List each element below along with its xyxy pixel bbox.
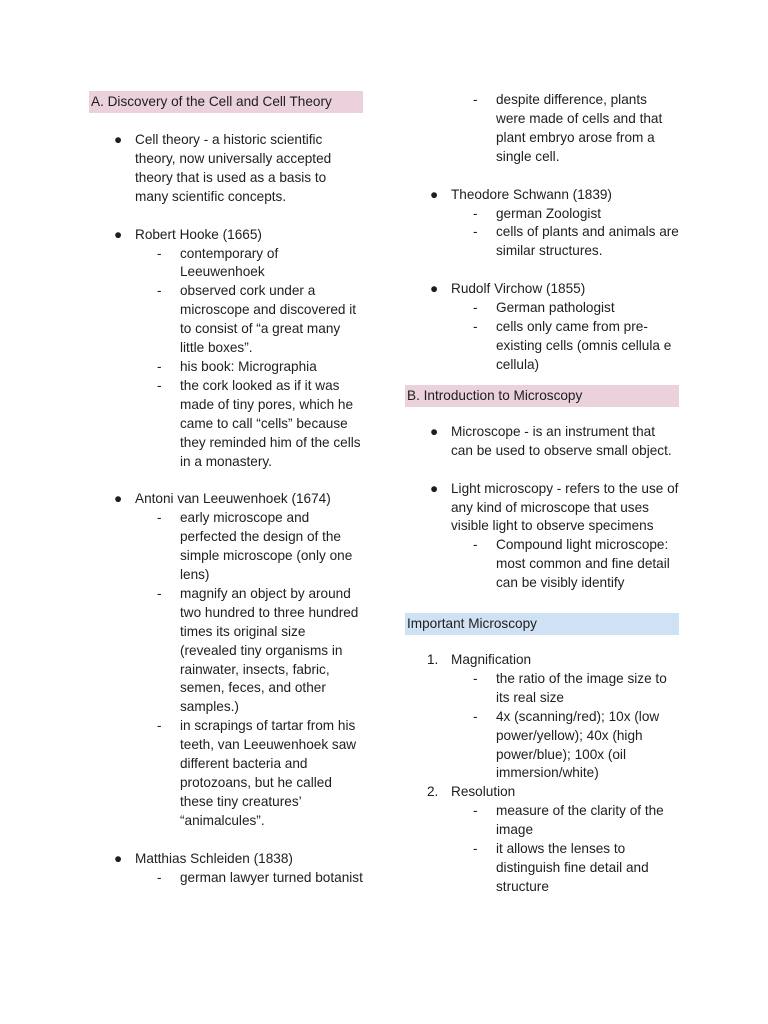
dash-icon: -	[157, 377, 162, 393]
bullet-icon: ●	[430, 423, 439, 439]
bullet-light-microscopy	[405, 480, 679, 537]
dash-icon: -	[473, 319, 478, 335]
bullet-microscope	[405, 423, 679, 461]
bullet-icon: ●	[430, 186, 439, 202]
magnification-sublist	[405, 670, 679, 783]
section-heading-a: A. Discovery of the Cell and Cell Theory	[89, 91, 363, 113]
schwann-sublist	[405, 205, 679, 262]
bullet-icon: ●	[114, 132, 123, 147]
section-heading-b: B. Introduction to Microscopy	[405, 385, 679, 407]
hooke-title: Robert Hooke (1665)	[135, 226, 262, 242]
leeuwenhoek-sublist	[89, 509, 363, 830]
resolution-title: Resolution	[451, 784, 516, 800]
dash-icon: -	[157, 510, 162, 526]
list-item: - cells of plants and animals are similar structures.	[473, 224, 679, 259]
bullet-icon: ●	[114, 491, 123, 507]
list-item: - observed cork under a microscope and discovered it to consist of “a great many little boxes”.	[157, 283, 357, 356]
dash-icon: -	[157, 358, 162, 374]
number-label: 1.	[427, 652, 439, 668]
bullet-leeuwenhoek	[89, 490, 363, 509]
list-item: - cells only came from pre-existing cells (omnis cellula e cellula)	[473, 319, 672, 372]
numbered-item-magnification	[405, 651, 679, 670]
list-item: - german lawyer turned botanist	[89, 869, 363, 888]
dash-icon: -	[473, 708, 478, 724]
list-item: - despite difference, plants were made of cells and that plant embryo arose from a single cell.	[473, 92, 663, 164]
section-heading-important-microscopy: Important Microscopy	[405, 613, 679, 635]
dash-icon: -	[473, 205, 478, 221]
list-item: - 4x (scanning/red); 10x (low power/yellow); 40x (high power/blue); 100x (oil immersion/white)	[473, 708, 660, 781]
bullet-cell-theory	[89, 131, 363, 207]
hooke-sublist	[89, 245, 363, 472]
schleiden-continued-sublist	[405, 91, 679, 167]
schleiden-sublist	[89, 869, 363, 888]
dash-icon: -	[473, 300, 478, 316]
left-column	[89, 91, 363, 888]
bullet-schwann	[405, 186, 679, 205]
virchow-title: Rudolf Virchow (1855)	[451, 281, 586, 297]
dash-icon: -	[473, 670, 478, 686]
dash-icon: -	[157, 283, 162, 299]
microscope-text: Microscope - is an instrument that can be used to observe small object.	[451, 423, 672, 458]
leeuwenhoek-title: Antoni van Leeuwenhoek (1674)	[135, 491, 331, 507]
schwann-title: Theodore Schwann (1839)	[451, 186, 612, 202]
dash-icon: -	[473, 92, 478, 107]
light-microscopy-text: Light microscopy - refers to the use of any kind of microscope that uses visible light to observe specimens	[451, 480, 679, 534]
bullet-icon: ●	[430, 480, 439, 496]
dash-icon: -	[157, 245, 162, 261]
list-item: - the ratio of the image size to its real size	[473, 670, 667, 705]
bullet-icon: ●	[430, 281, 439, 297]
list-item: - Compound light microscope: most common and fine detail can be visibly identify	[473, 537, 670, 591]
bullet-icon: ●	[114, 850, 123, 866]
dash-icon: -	[157, 718, 162, 734]
light-microscopy-sublist	[405, 536, 679, 593]
list-item: - it allows the lenses to distinguish fine detail and structure	[473, 841, 649, 894]
cell-theory-text: Cell theory - a historic scientific theory, now universally accepted theory that is used as a basis to many scientific concepts.	[135, 132, 332, 204]
list-item: - his book: Micrographia	[89, 358, 363, 377]
schleiden-title: Matthias Schleiden (1838)	[135, 850, 293, 866]
list-item: - measure of the clarity of the image	[473, 803, 664, 838]
list-item: - the cork looked as if it was made of tiny pores, which he came to call “cells” because they reminded him of the cells in a monastery.	[157, 377, 361, 469]
list-item: - contemporary of Leeuwenhoek	[157, 245, 279, 280]
list-item: - early microscope and perfected the design of the simple microscope (only one lens)	[157, 510, 353, 583]
bullet-hooke	[89, 226, 363, 245]
dash-icon: -	[473, 224, 478, 240]
bullet-icon: ●	[114, 226, 123, 242]
bullet-virchow	[405, 280, 679, 299]
numbered-item-resolution	[405, 783, 679, 802]
dash-icon: -	[473, 803, 478, 819]
resolution-sublist	[405, 802, 679, 897]
dash-icon: -	[473, 537, 478, 553]
right-column	[405, 91, 679, 897]
number-label: 2.	[427, 784, 439, 800]
dash-icon: -	[157, 585, 162, 601]
magnification-title: Magnification	[451, 652, 532, 668]
dash-icon: -	[157, 869, 162, 885]
list-item: - magnify an object by around two hundred to three hundred times its original size (revealed tiny organisms in rainwater, insects, fabric, semen, feces, and other samples.)	[157, 585, 359, 715]
list-item: - german Zoologist	[405, 205, 679, 224]
dash-icon: -	[473, 841, 478, 857]
virchow-sublist	[405, 299, 679, 375]
list-item: - German pathologist	[405, 299, 679, 318]
bullet-schleiden	[89, 850, 363, 869]
list-item: - in scrapings of tartar from his teeth, van Leeuwenhoek saw different bacteria and protozoans, but he called these tiny creatures’ “animalcules”.	[157, 718, 357, 828]
